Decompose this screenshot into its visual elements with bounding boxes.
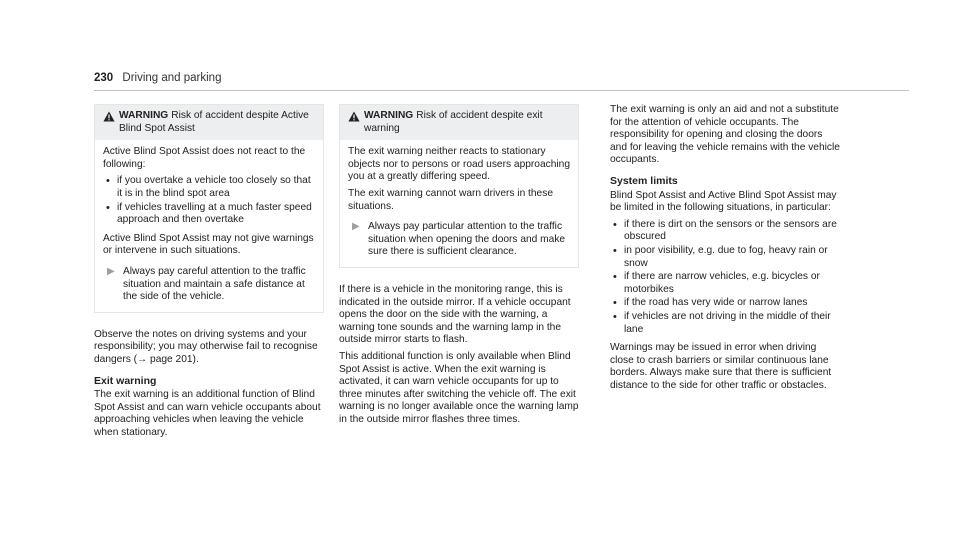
list-item: • in poor visibility, e.g. due to fog, heavy rain or snow xyxy=(610,245,840,270)
action-step xyxy=(348,221,570,259)
warning-box-exit-warning xyxy=(339,104,579,268)
header-divider xyxy=(94,90,909,91)
warning-title: Risk of accident despite exit warning xyxy=(364,110,543,134)
exit-warning-text: The exit warning is an additional function of Blind Spot Assist and can warn vehicle occupants about approaching vehicles when leaving the vehicle when stationary. xyxy=(94,389,321,438)
warning-paragraph: The exit warning cannot warn drivers in these situations. xyxy=(348,187,553,212)
exit-warning-heading: Exit warning xyxy=(94,374,157,387)
list-item: • if vehicles travelling at a much faster speed approach and then overtake xyxy=(103,202,315,227)
limits-intro: Blind Spot Assist and Active Blind Spot Assist may be limited in the following situations, in particular: xyxy=(610,189,837,214)
step-text: Always pay careful attention to the traffic situation and maintain a safe distance at the side of the vehicle. xyxy=(123,265,306,303)
warning-triangle-icon xyxy=(348,111,364,135)
step-arrow-icon: ▶ xyxy=(352,221,360,233)
system-limits-heading: System limits xyxy=(610,174,678,187)
column-3 xyxy=(610,104,840,396)
action-step xyxy=(103,266,315,304)
observe-notes: Observe the notes on driving systems and your responsibility; you may otherwise fail to recognise dangers (→ page 201). xyxy=(94,328,318,365)
warning-header xyxy=(340,105,578,140)
column-1 xyxy=(94,104,324,443)
list-item: • if there is dirt on the sensors or the sensors are obscured xyxy=(610,219,840,244)
warning-keyword: WARNING xyxy=(364,110,414,121)
section-title: Driving and parking xyxy=(122,72,222,84)
body-paragraph: The exit warning is only an aid and not a substitute for the attention of vehicle occupants. The responsibility for opening and closing the doors and for leaving the vehicle remains with the vehicle occupants. xyxy=(610,104,840,166)
list-item: • if you overtake a vehicle too closely so that it is in the blind spot area xyxy=(103,175,315,200)
body-paragraph: This additional function is only available when Blind Spot Assist is active. When the exit warning is activated, it can warn vehicle occupants for up to three minutes after switching the vehicle off. The exit warning is no longer available once the warning lamp in the outside mirror flashes three times. xyxy=(339,350,579,425)
list-item: • if the road has very wide or narrow lanes xyxy=(610,297,840,310)
warning-title: Risk of accident despite Active Blind Spot Assist xyxy=(119,110,309,134)
list-item: • if vehicles are not driving in the middle of their lane xyxy=(610,311,840,336)
warning-paragraph: The exit warning neither reacts to stationary objects nor to persons or road users approaching you at a greatly differing speed. xyxy=(348,146,570,183)
warning-header xyxy=(95,105,323,140)
warning-intro: Active Blind Spot Assist does not react to the following: xyxy=(103,146,306,170)
warning-box-active-blind-spot xyxy=(94,104,324,313)
warning-note: Active Blind Spot Assist may not give warnings or intervene in such situations. xyxy=(103,232,314,257)
page-header xyxy=(94,72,221,84)
warning-bullet-list xyxy=(103,175,315,226)
warning-keyword: WARNING xyxy=(119,110,169,121)
warning-triangle-icon xyxy=(103,111,119,135)
limits-bullet-list xyxy=(610,219,840,336)
page-number: 230 xyxy=(94,72,114,84)
list-item: • if there are narrow vehicles, e.g. bicycles or motorbikes xyxy=(610,271,840,296)
body-paragraph: If there is a vehicle in the monitoring range, this is indicated in the outside mirror. If a vehicle occupant opens the door on the side with the warning, a warning tone sounds and the warning lamp in the outside mirror starts to flash. xyxy=(339,283,571,346)
column-2 xyxy=(339,104,579,430)
step-arrow-icon: ▶ xyxy=(107,265,115,277)
body-paragraph: Warnings may be issued in error when driving close to crash barriers or similar continuous lane borders. Always make sure that there is sufficient distance to the side for other traffic or obstacles. xyxy=(610,342,832,391)
step-text: Always pay particular attention to the traffic situation when opening the doors and make sure there is sufficient clearance. xyxy=(368,221,566,258)
